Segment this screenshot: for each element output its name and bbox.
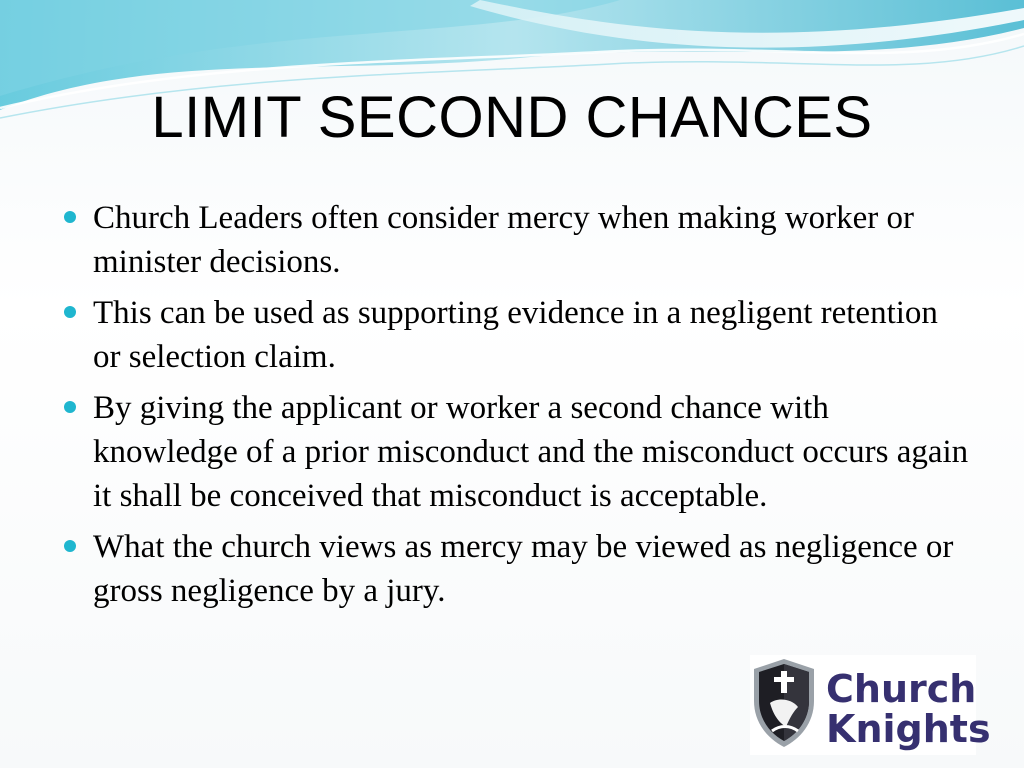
bullet-text: What the church views as mercy may be viewed as negligence or gross negligence by a jury. [93, 529, 954, 609]
slide-title: LIMIT SECOND CHANCES [151, 85, 873, 150]
bullet-item [60, 386, 970, 518]
bullet-dot-icon [64, 306, 76, 318]
bullet-item [60, 196, 970, 284]
church-knights-logo [750, 655, 991, 755]
bullet-text: Church Leaders often consider mercy when making worker or minister decisions. [93, 200, 915, 280]
bullet-text: This can be used as supporting evidence in a negligent retention or selection claim. [93, 295, 938, 375]
bullet-item [60, 291, 970, 379]
bullet-dot-icon [64, 211, 76, 223]
logo-text [826, 667, 991, 751]
logo-text-line1: Church [826, 667, 977, 711]
logo-text-line2: Knights [826, 707, 991, 751]
bullet-dot-icon [64, 401, 76, 413]
bullet-item [60, 525, 970, 613]
bullet-dot-icon [64, 540, 76, 552]
bullet-list [60, 196, 970, 620]
bullet-text: By giving the applicant or worker a second chance with knowledge of a prior misconduct and the misconduct occurs again it shall be conceived that misconduct is acceptable. [93, 390, 969, 514]
shield-cross-icon [750, 657, 818, 749]
